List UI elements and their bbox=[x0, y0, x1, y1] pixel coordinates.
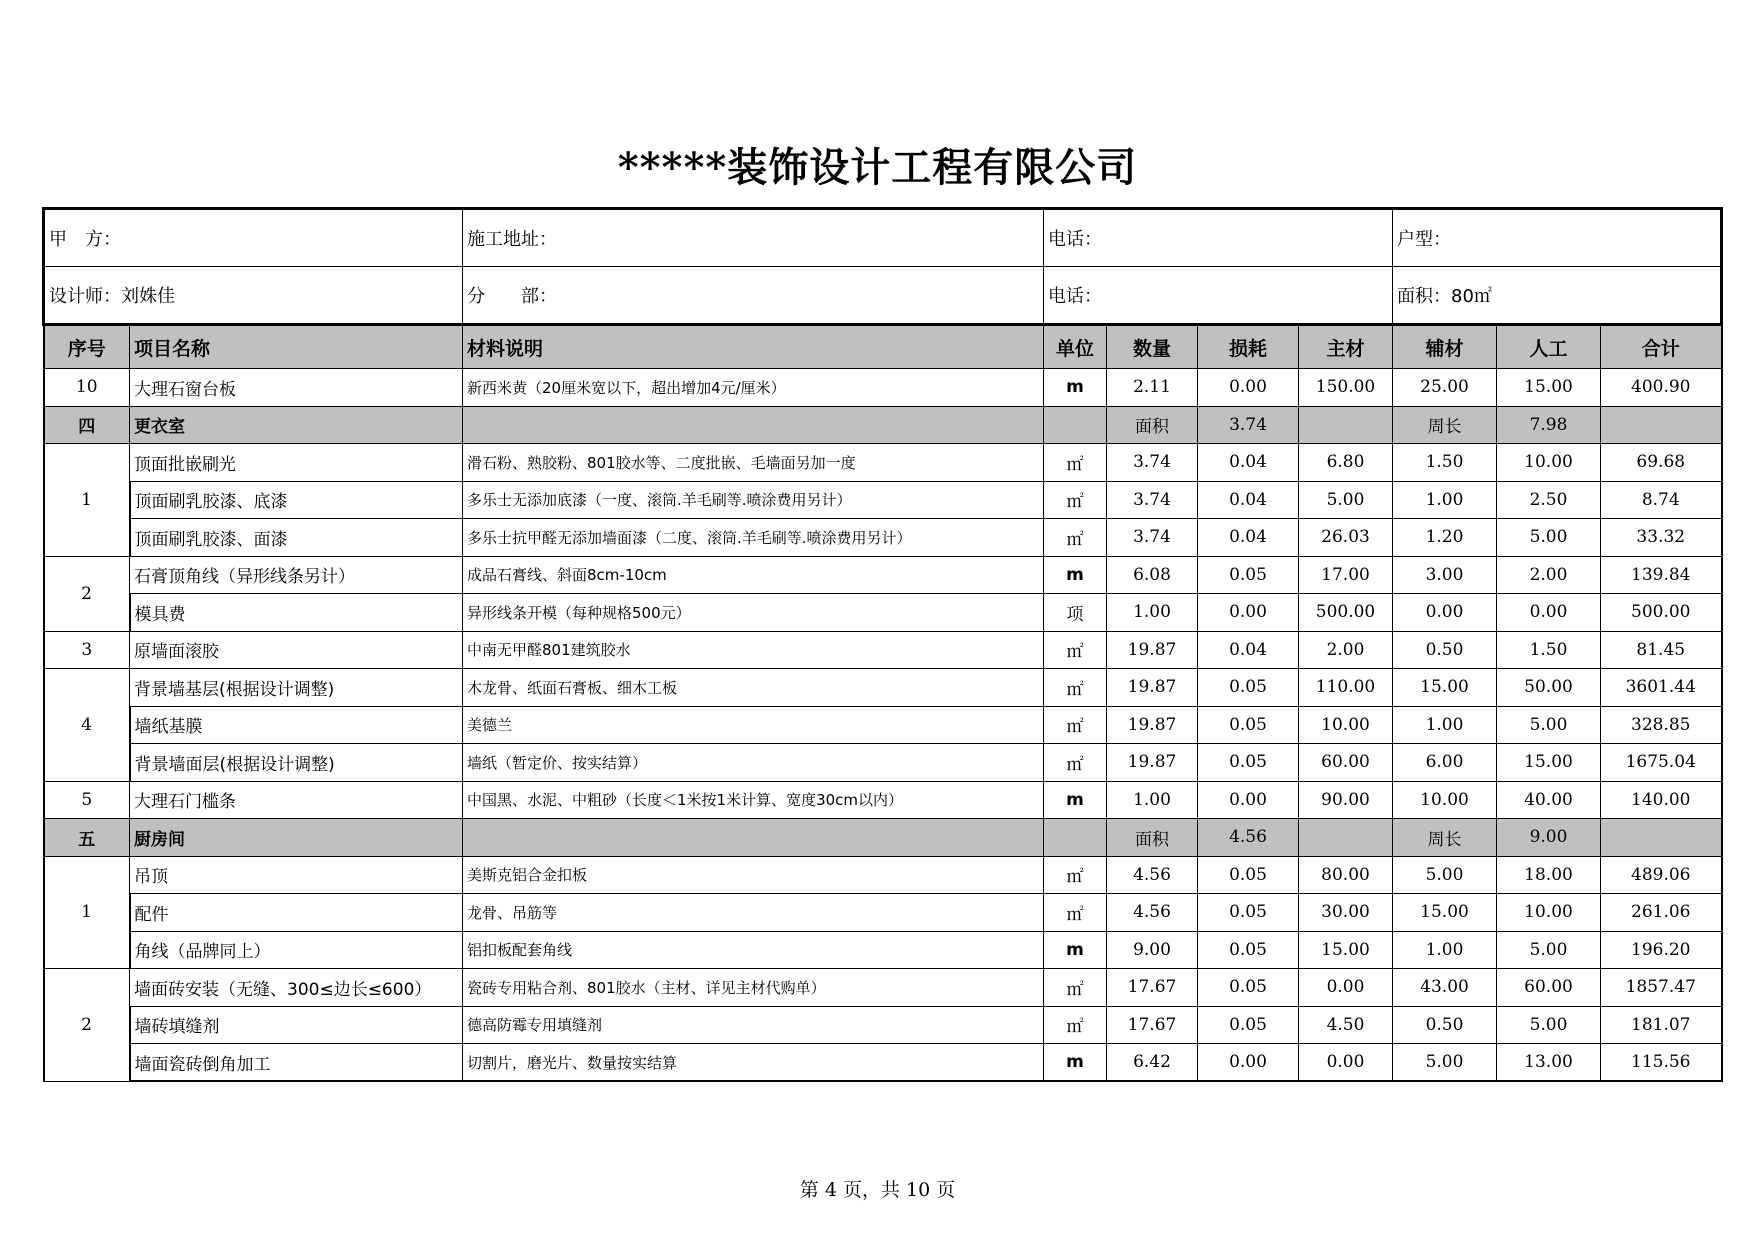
item-name: 墙纸基膜 bbox=[130, 706, 463, 744]
header-total: 合计 bbox=[1601, 325, 1722, 369]
item-main: 15.00 bbox=[1299, 931, 1393, 969]
row-no: 10 bbox=[44, 369, 130, 407]
item-unit: 项 bbox=[1044, 594, 1107, 632]
section-perimeter-label: 周长 bbox=[1393, 406, 1497, 444]
item-aux: 0.00 bbox=[1393, 594, 1497, 632]
item-name: 模具费 bbox=[130, 594, 463, 632]
section-area-value: 3.74 bbox=[1198, 406, 1299, 444]
item-qty: 9.00 bbox=[1107, 931, 1198, 969]
item-qty: 3.74 bbox=[1107, 519, 1198, 557]
item-loss: 0.05 bbox=[1198, 1006, 1299, 1044]
item-loss: 0.04 bbox=[1198, 481, 1299, 519]
item-unit: ㎡ bbox=[1044, 894, 1107, 932]
item-loss: 0.04 bbox=[1198, 519, 1299, 557]
item-aux: 0.50 bbox=[1393, 1006, 1497, 1044]
house-type-label: 户型： bbox=[1393, 209, 1722, 267]
table-row bbox=[44, 444, 1722, 482]
item-material: 异形线条开模（每种规格500元） bbox=[463, 594, 1044, 632]
row-no: 4 bbox=[44, 669, 130, 782]
item-loss: 0.04 bbox=[1198, 444, 1299, 482]
row-no: 1 bbox=[44, 444, 130, 557]
section-no: 四 bbox=[44, 406, 130, 444]
item-total: 33.32 bbox=[1601, 519, 1722, 557]
item-name: 墙砖填缝剂 bbox=[130, 1006, 463, 1044]
item-name: 吊顶 bbox=[130, 856, 463, 894]
section-area-value: 4.56 bbox=[1198, 819, 1299, 857]
item-labor: 10.00 bbox=[1497, 444, 1601, 482]
item-unit: ㎡ bbox=[1044, 519, 1107, 557]
item-aux: 5.00 bbox=[1393, 1044, 1497, 1082]
item-loss: 0.05 bbox=[1198, 931, 1299, 969]
section-blank bbox=[1044, 819, 1107, 857]
table-row bbox=[44, 556, 1722, 594]
section-perimeter-value: 9.00 bbox=[1497, 819, 1601, 857]
table-row bbox=[44, 781, 1722, 819]
item-loss: 0.00 bbox=[1198, 1044, 1299, 1082]
item-aux: 1.00 bbox=[1393, 481, 1497, 519]
item-qty: 19.87 bbox=[1107, 669, 1198, 707]
address-label: 施工地址： bbox=[463, 209, 1044, 267]
item-labor: 5.00 bbox=[1497, 1006, 1601, 1044]
row-no: 5 bbox=[44, 781, 130, 819]
item-material: 新西米黄（20厘米宽以下，超出增加4元/厘米） bbox=[463, 369, 1044, 407]
item-labor: 5.00 bbox=[1497, 706, 1601, 744]
section-blank bbox=[463, 819, 1044, 857]
item-main: 110.00 bbox=[1299, 669, 1393, 707]
item-total: 115.56 bbox=[1601, 1044, 1722, 1082]
item-main: 6.80 bbox=[1299, 444, 1393, 482]
item-material: 龙骨、吊筋等 bbox=[463, 894, 1044, 932]
item-name: 墙面瓷砖倒角加工 bbox=[130, 1044, 463, 1082]
item-labor: 5.00 bbox=[1497, 519, 1601, 557]
header-name: 项目名称 bbox=[130, 325, 463, 369]
item-qty: 19.87 bbox=[1107, 631, 1198, 669]
item-qty: 19.87 bbox=[1107, 706, 1198, 744]
item-main: 5.00 bbox=[1299, 481, 1393, 519]
header-main: 主材 bbox=[1299, 325, 1393, 369]
item-aux: 6.00 bbox=[1393, 744, 1497, 782]
item-material: 成品石膏线、斜面8cm-10cm bbox=[463, 556, 1044, 594]
item-total: 489.06 bbox=[1601, 856, 1722, 894]
header-material: 材料说明 bbox=[463, 325, 1044, 369]
item-material: 滑石粉、熟胶粉、801胶水等、二度批嵌、毛墙面另加一度 bbox=[463, 444, 1044, 482]
item-main: 500.00 bbox=[1299, 594, 1393, 632]
header-row bbox=[44, 325, 1722, 369]
item-total: 500.00 bbox=[1601, 594, 1722, 632]
item-unit: ㎡ bbox=[1044, 856, 1107, 894]
section-blank bbox=[1044, 406, 1107, 444]
item-labor: 13.00 bbox=[1497, 1044, 1601, 1082]
item-total: 1675.04 bbox=[1601, 744, 1722, 782]
item-unit: m bbox=[1044, 781, 1107, 819]
item-unit: ㎡ bbox=[1044, 969, 1107, 1007]
item-labor: 2.50 bbox=[1497, 481, 1601, 519]
item-aux: 10.00 bbox=[1393, 781, 1497, 819]
info-row-2 bbox=[44, 267, 1722, 325]
item-total: 261.06 bbox=[1601, 894, 1722, 932]
item-qty: 3.74 bbox=[1107, 444, 1198, 482]
section-row-dressing-room bbox=[44, 406, 1722, 444]
item-loss: 0.00 bbox=[1198, 369, 1299, 407]
item-material: 美斯克铝合金扣板 bbox=[463, 856, 1044, 894]
item-unit: ㎡ bbox=[1044, 444, 1107, 482]
item-qty: 3.74 bbox=[1107, 481, 1198, 519]
table-row bbox=[44, 1044, 1722, 1082]
item-name: 大理石窗台板 bbox=[130, 369, 463, 407]
item-material: 木龙骨、纸面石膏板、细木工板 bbox=[463, 669, 1044, 707]
section-row-kitchen bbox=[44, 819, 1722, 857]
item-labor: 18.00 bbox=[1497, 856, 1601, 894]
section-no: 五 bbox=[44, 819, 130, 857]
item-loss: 0.04 bbox=[1198, 631, 1299, 669]
item-loss: 0.05 bbox=[1198, 669, 1299, 707]
phone-label-1: 电话： bbox=[1044, 209, 1393, 267]
item-qty: 1.00 bbox=[1107, 781, 1198, 819]
page-title: *****装饰设计工程有限公司 bbox=[617, 144, 1138, 191]
row-no: 3 bbox=[44, 631, 130, 669]
table-row bbox=[44, 706, 1722, 744]
info-row-1 bbox=[44, 209, 1722, 267]
item-qty: 2.11 bbox=[1107, 369, 1198, 407]
item-unit: ㎡ bbox=[1044, 481, 1107, 519]
header-aux: 辅材 bbox=[1393, 325, 1497, 369]
section-perimeter-label: 周长 bbox=[1393, 819, 1497, 857]
item-unit: ㎡ bbox=[1044, 669, 1107, 707]
item-loss: 0.05 bbox=[1198, 969, 1299, 1007]
item-labor: 10.00 bbox=[1497, 894, 1601, 932]
section-area-label: 面积 bbox=[1107, 406, 1198, 444]
item-aux: 15.00 bbox=[1393, 669, 1497, 707]
item-qty: 6.42 bbox=[1107, 1044, 1198, 1082]
table-row bbox=[44, 894, 1722, 932]
item-material: 瓷砖专用粘合剂、801胶水（主材、详见主材代购单） bbox=[463, 969, 1044, 1007]
item-labor: 2.00 bbox=[1497, 556, 1601, 594]
item-qty: 19.87 bbox=[1107, 744, 1198, 782]
item-material: 墙纸（暂定价、按实结算） bbox=[463, 744, 1044, 782]
item-main: 0.00 bbox=[1299, 1044, 1393, 1082]
item-main: 90.00 bbox=[1299, 781, 1393, 819]
item-material: 中南无甲醛801建筑胶水 bbox=[463, 631, 1044, 669]
item-qty: 4.56 bbox=[1107, 856, 1198, 894]
item-loss: 0.00 bbox=[1198, 594, 1299, 632]
item-aux: 1.20 bbox=[1393, 519, 1497, 557]
item-material: 铝扣板配套角线 bbox=[463, 931, 1044, 969]
item-main: 26.03 bbox=[1299, 519, 1393, 557]
item-loss: 0.05 bbox=[1198, 556, 1299, 594]
table-row bbox=[44, 969, 1722, 1007]
item-name: 大理石门槛条 bbox=[130, 781, 463, 819]
item-labor: 0.00 bbox=[1497, 594, 1601, 632]
section-blank bbox=[1601, 406, 1722, 444]
designer-label: 设计师：刘姝佳 bbox=[44, 267, 463, 325]
item-total: 196.20 bbox=[1601, 931, 1722, 969]
item-name: 配件 bbox=[130, 894, 463, 932]
item-total: 181.07 bbox=[1601, 1006, 1722, 1044]
item-unit: ㎡ bbox=[1044, 744, 1107, 782]
item-unit: m bbox=[1044, 556, 1107, 594]
item-material: 多乐士抗甲醛无添加墙面漆（二度、滚筒.羊毛刷等.喷涂费用另计） bbox=[463, 519, 1044, 557]
item-loss: 0.05 bbox=[1198, 894, 1299, 932]
page-number: 第 4 页，共 10 页 bbox=[799, 1179, 956, 1201]
item-aux: 1.00 bbox=[1393, 931, 1497, 969]
item-name: 顶面批嵌刷光 bbox=[130, 444, 463, 482]
table-row bbox=[44, 481, 1722, 519]
item-material: 多乐士无添加底漆（一度、滚筒.羊毛刷等.喷涂费用另计） bbox=[463, 481, 1044, 519]
item-labor: 50.00 bbox=[1497, 669, 1601, 707]
section-blank bbox=[463, 406, 1044, 444]
item-main: 2.00 bbox=[1299, 631, 1393, 669]
item-total: 69.68 bbox=[1601, 444, 1722, 482]
section-perimeter-value: 7.98 bbox=[1497, 406, 1601, 444]
item-aux: 1.00 bbox=[1393, 706, 1497, 744]
item-unit: ㎡ bbox=[1044, 1006, 1107, 1044]
item-labor: 40.00 bbox=[1497, 781, 1601, 819]
item-labor: 1.50 bbox=[1497, 631, 1601, 669]
table-row bbox=[44, 744, 1722, 782]
table-row bbox=[44, 856, 1722, 894]
item-qty: 6.08 bbox=[1107, 556, 1198, 594]
party-a-label: 甲 方： bbox=[44, 209, 463, 267]
item-aux: 5.00 bbox=[1393, 856, 1497, 894]
header-no: 序号 bbox=[44, 325, 130, 369]
section-blank bbox=[1601, 819, 1722, 857]
item-name: 墙面砖安装（无缝、300≤边长≤600） bbox=[130, 969, 463, 1007]
item-unit: m bbox=[1044, 931, 1107, 969]
item-total: 3601.44 bbox=[1601, 669, 1722, 707]
item-total: 81.45 bbox=[1601, 631, 1722, 669]
item-aux: 25.00 bbox=[1393, 369, 1497, 407]
item-total: 1857.47 bbox=[1601, 969, 1722, 1007]
quotation-table bbox=[42, 207, 1723, 1082]
item-main: 150.00 bbox=[1299, 369, 1393, 407]
section-name: 厨房间 bbox=[130, 819, 463, 857]
item-total: 140.00 bbox=[1601, 781, 1722, 819]
table-row bbox=[44, 594, 1722, 632]
table-row bbox=[44, 1006, 1722, 1044]
item-unit: ㎡ bbox=[1044, 706, 1107, 744]
section-blank bbox=[1299, 819, 1393, 857]
item-aux: 1.50 bbox=[1393, 444, 1497, 482]
item-name: 背景墙基层(根据设计调整) bbox=[130, 669, 463, 707]
item-unit: m bbox=[1044, 369, 1107, 407]
item-name: 原墙面滚胶 bbox=[130, 631, 463, 669]
item-total: 328.85 bbox=[1601, 706, 1722, 744]
item-name: 石膏顶角线（异形线条另计） bbox=[130, 556, 463, 594]
section-name: 更衣室 bbox=[130, 406, 463, 444]
item-loss: 0.05 bbox=[1198, 856, 1299, 894]
header-labor: 人工 bbox=[1497, 325, 1601, 369]
row-no: 2 bbox=[44, 969, 130, 1082]
item-main: 4.50 bbox=[1299, 1006, 1393, 1044]
item-name: 顶面刷乳胶漆、面漆 bbox=[130, 519, 463, 557]
table-row bbox=[44, 519, 1722, 557]
phone-label-2: 电话： bbox=[1044, 267, 1393, 325]
item-name: 顶面刷乳胶漆、底漆 bbox=[130, 481, 463, 519]
table-row bbox=[44, 931, 1722, 969]
item-qty: 1.00 bbox=[1107, 594, 1198, 632]
header-qty: 数量 bbox=[1107, 325, 1198, 369]
item-total: 139.84 bbox=[1601, 556, 1722, 594]
item-aux: 43.00 bbox=[1393, 969, 1497, 1007]
item-loss: 0.05 bbox=[1198, 706, 1299, 744]
item-aux: 15.00 bbox=[1393, 894, 1497, 932]
item-labor: 15.00 bbox=[1497, 744, 1601, 782]
item-labor: 60.00 bbox=[1497, 969, 1601, 1007]
item-main: 10.00 bbox=[1299, 706, 1393, 744]
item-qty: 17.67 bbox=[1107, 1006, 1198, 1044]
row-no: 2 bbox=[44, 556, 130, 631]
item-loss: 0.05 bbox=[1198, 744, 1299, 782]
item-material: 美德兰 bbox=[463, 706, 1044, 744]
item-labor: 15.00 bbox=[1497, 369, 1601, 407]
item-material: 德高防霉专用填缝剂 bbox=[463, 1006, 1044, 1044]
item-unit: ㎡ bbox=[1044, 631, 1107, 669]
item-unit: m bbox=[1044, 1044, 1107, 1082]
section-area-label: 面积 bbox=[1107, 819, 1198, 857]
item-material: 中国黑、水泥、中粗砂（长度＜1米按1米计算、宽度30cm以内） bbox=[463, 781, 1044, 819]
row-no: 1 bbox=[44, 856, 130, 969]
item-total: 400.90 bbox=[1601, 369, 1722, 407]
item-qty: 17.67 bbox=[1107, 969, 1198, 1007]
item-total: 8.74 bbox=[1601, 481, 1722, 519]
item-main: 30.00 bbox=[1299, 894, 1393, 932]
table-row bbox=[44, 669, 1722, 707]
table-row bbox=[44, 631, 1722, 669]
section-blank bbox=[1299, 406, 1393, 444]
item-aux: 3.00 bbox=[1393, 556, 1497, 594]
header-unit: 单位 bbox=[1044, 325, 1107, 369]
item-material: 切割片，磨光片、数量按实结算 bbox=[463, 1044, 1044, 1082]
item-main: 80.00 bbox=[1299, 856, 1393, 894]
item-aux: 0.50 bbox=[1393, 631, 1497, 669]
branch-label: 分 部： bbox=[463, 267, 1044, 325]
header-loss: 损耗 bbox=[1198, 325, 1299, 369]
item-loss: 0.00 bbox=[1198, 781, 1299, 819]
item-name: 背景墙面层(根据设计调整) bbox=[130, 744, 463, 782]
item-name: 角线（品牌同上） bbox=[130, 931, 463, 969]
table-row bbox=[44, 369, 1722, 407]
area-label: 面积：80㎡ bbox=[1393, 267, 1722, 325]
item-main: 0.00 bbox=[1299, 969, 1393, 1007]
item-labor: 5.00 bbox=[1497, 931, 1601, 969]
item-main: 60.00 bbox=[1299, 744, 1393, 782]
item-qty: 4.56 bbox=[1107, 894, 1198, 932]
item-main: 17.00 bbox=[1299, 556, 1393, 594]
